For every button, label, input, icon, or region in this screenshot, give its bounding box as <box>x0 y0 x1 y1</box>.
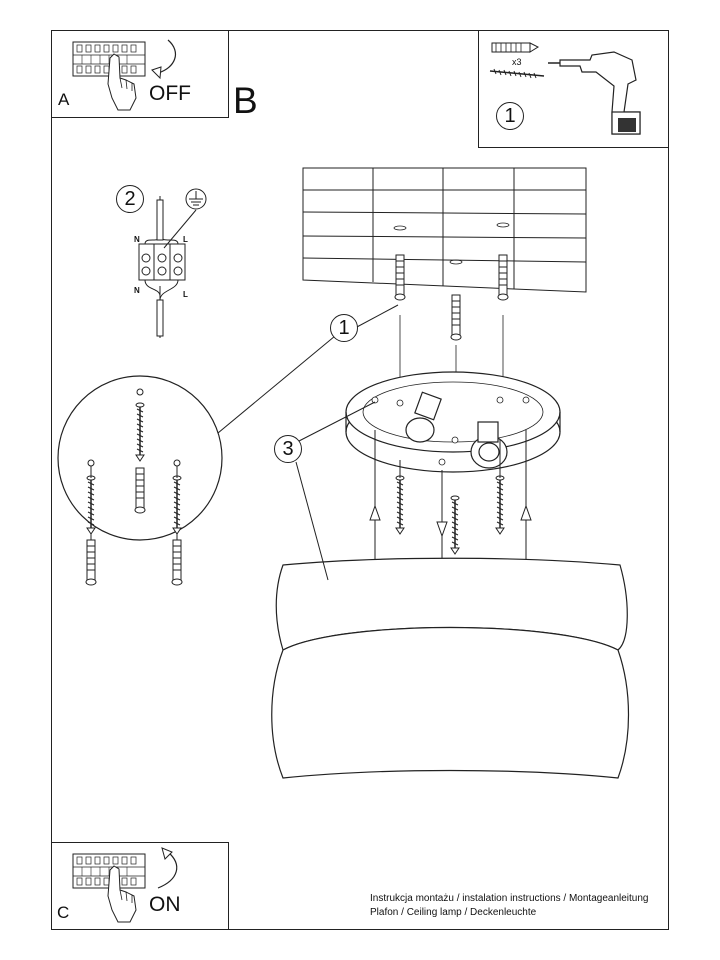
tools-callout: 1 <box>496 102 524 130</box>
wall-plug-icon <box>86 540 182 585</box>
wire-label-n-bottom: N <box>134 286 140 295</box>
panel-c <box>51 842 229 930</box>
terminal-block-icon <box>139 196 196 338</box>
power-off-label: OFF <box>149 82 191 105</box>
step-b-label: B <box>233 80 258 121</box>
power-on-label: ON <box>149 893 181 916</box>
ground-symbol-icon <box>186 189 206 209</box>
footer-line-2: Plafon / Ceiling lamp / Deckenleuchte <box>370 907 537 918</box>
screw-icon <box>396 476 504 554</box>
wire-label-l-top: L <box>183 235 188 244</box>
footer-line-1: Instrukcja montażu / instalation instructions / Montageanleitung <box>370 893 649 904</box>
wall-fixing-detail <box>58 376 222 540</box>
wire-label-l-bottom: L <box>183 290 188 299</box>
panel-a <box>51 30 229 118</box>
panel-tools <box>478 30 669 148</box>
lamp-shade <box>272 558 629 778</box>
callout-wiring: 2 <box>116 185 144 213</box>
quantity-label: x3 <box>512 57 522 67</box>
callout-base: 3 <box>274 435 302 463</box>
ceiling-panel <box>303 168 586 292</box>
step-a-label: A <box>58 90 70 109</box>
lamp-base-plate <box>346 372 560 472</box>
callout-fixing: 1 <box>330 314 358 342</box>
wire-label-n-top: N <box>134 235 140 244</box>
step-c-label: C <box>57 903 70 922</box>
